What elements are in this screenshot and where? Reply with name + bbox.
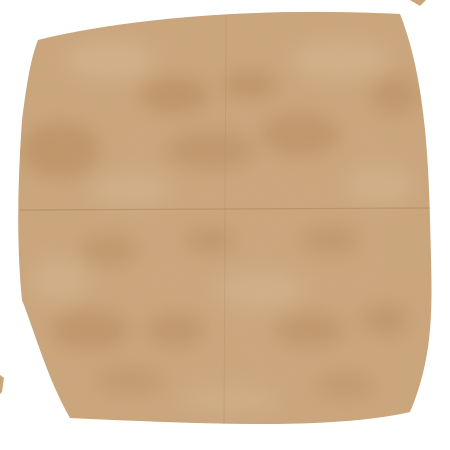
- corner-fragment-top-right: [410, 0, 426, 6]
- corner-fragment-left: [0, 375, 4, 394]
